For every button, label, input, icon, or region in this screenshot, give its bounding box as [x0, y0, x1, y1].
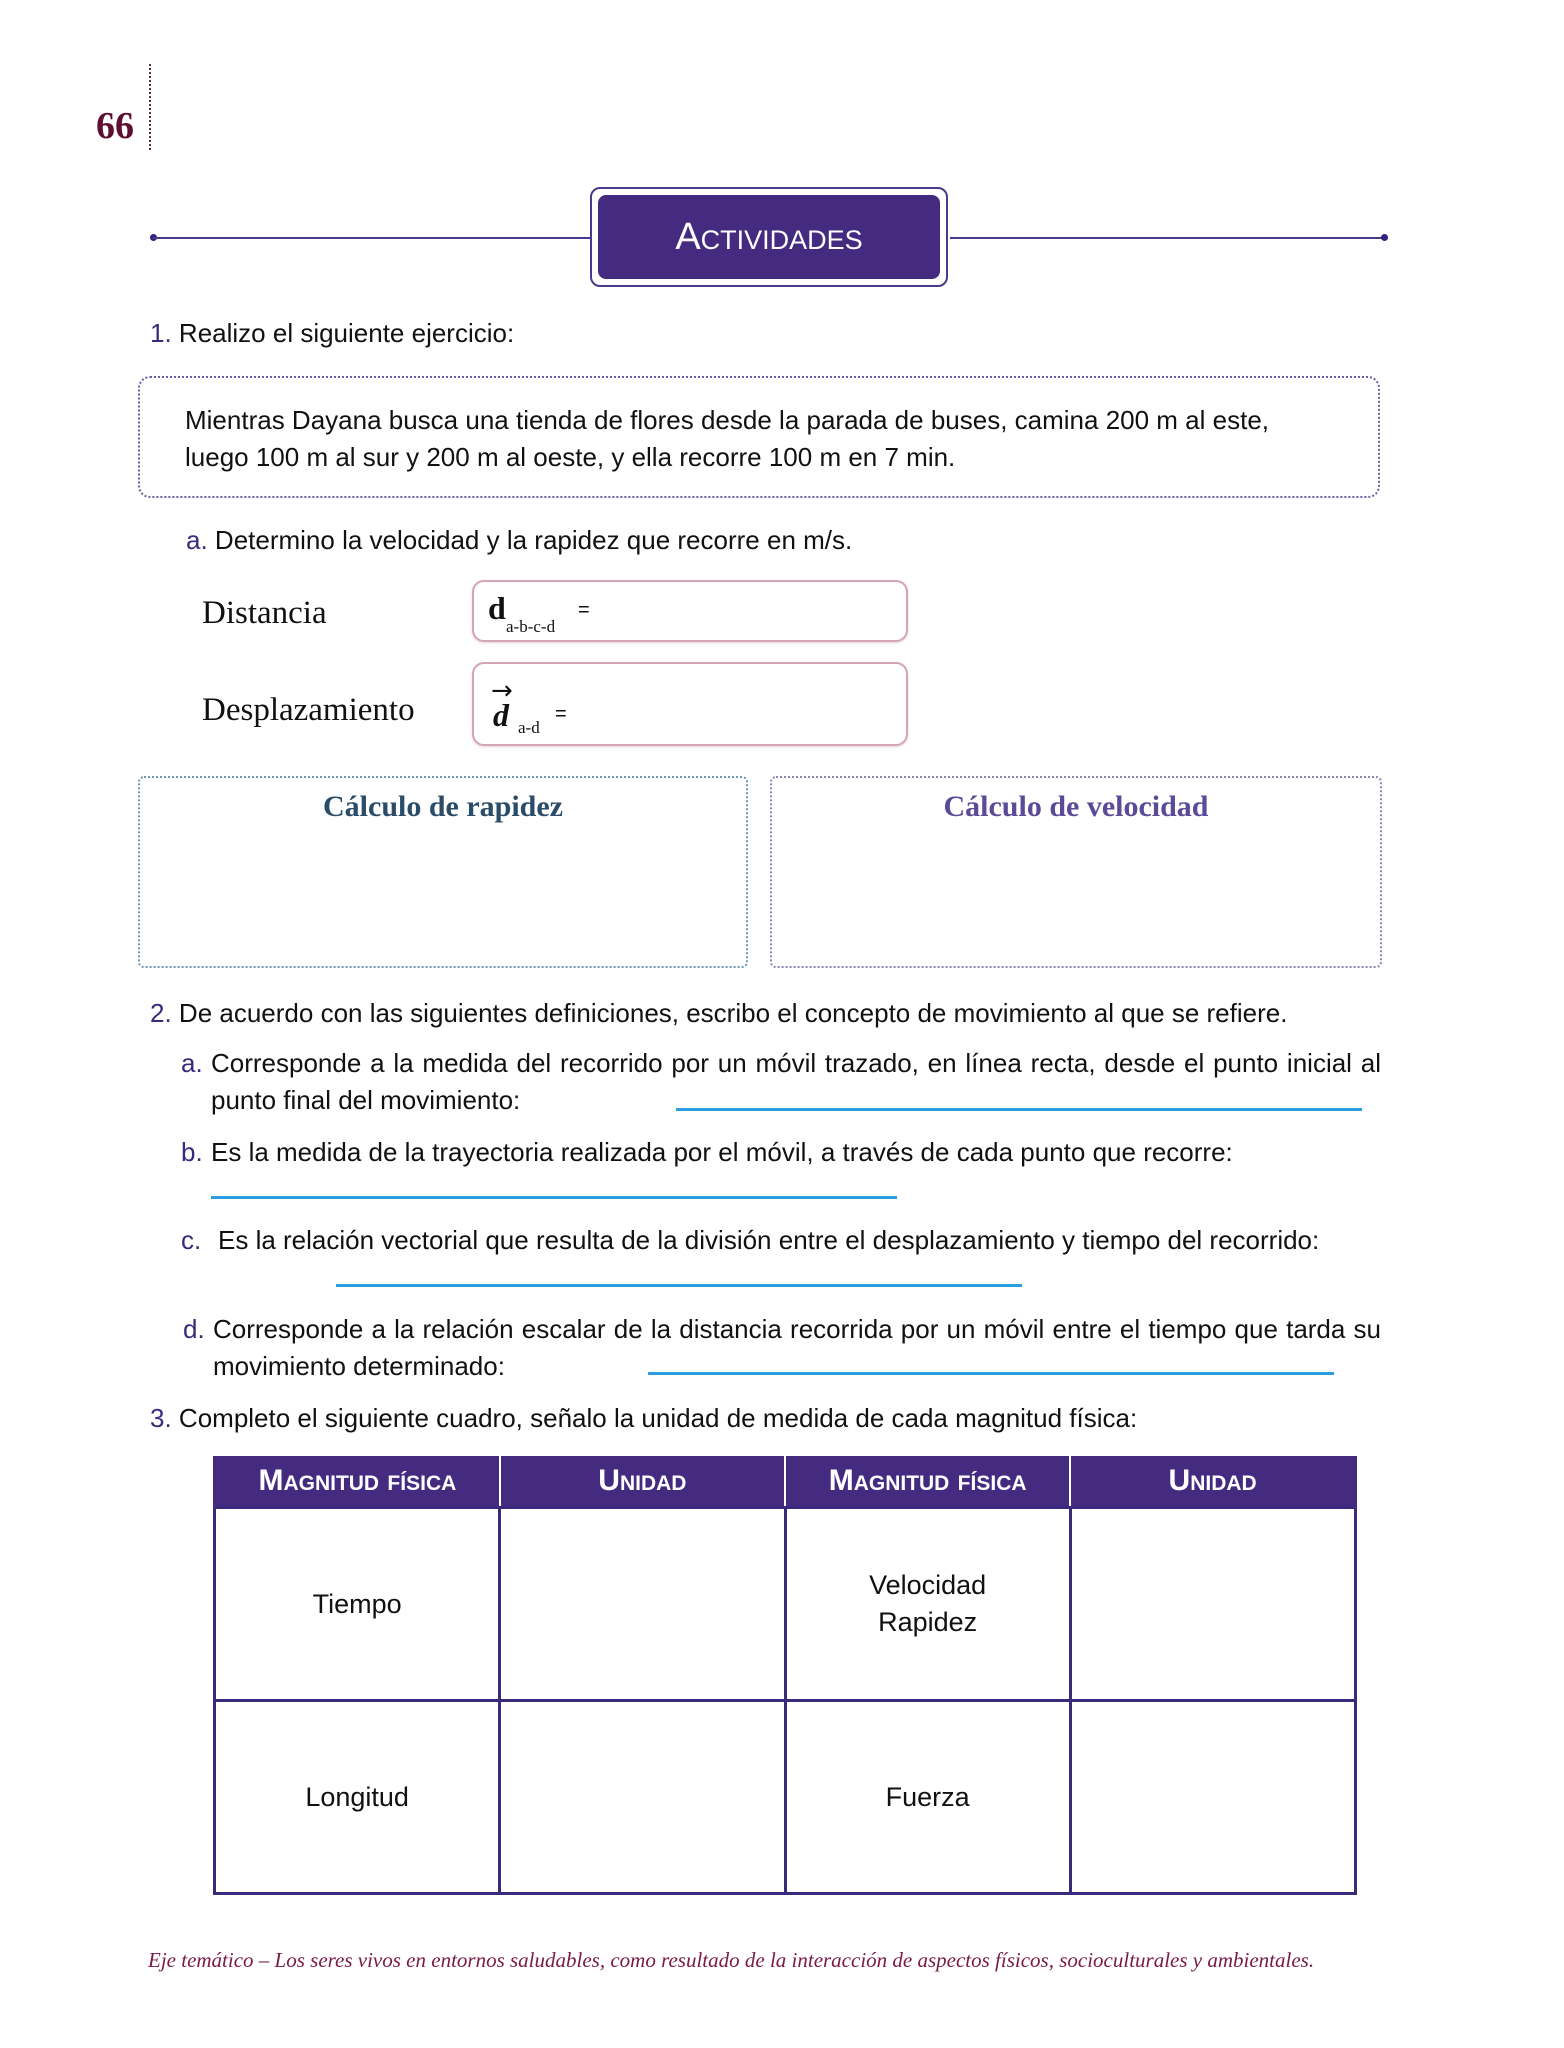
header-rule-right [950, 237, 1386, 239]
problem-line-2: luego 100 m al sur y 200 m al oeste, y ella recorre 100 m en 7 min. [185, 442, 956, 472]
table-row [215, 1508, 1356, 1701]
question-2c [181, 1222, 1381, 1259]
header-unidad: Unidad [500, 1456, 785, 1508]
desplazamiento-equals: = [555, 703, 567, 725]
question-text: Completo el siguiente cuadro, señalo la unidad de medida de cada magnitud física: [178, 1403, 1138, 1433]
item-text: Determino la velocidad y la rapidez que recorre en m/s. [214, 525, 853, 555]
distancia-subscript: a-b-c-d [506, 617, 556, 636]
question-2b [181, 1134, 1381, 1171]
answer-line-2b[interactable] [211, 1196, 897, 1199]
magnitud-line: Velocidad [869, 1570, 987, 1600]
item-letter: c. [181, 1225, 202, 1255]
item-text: Corresponde a la relación escalar de la distancia recorrida por un móvil entre el tiempo que tarda su movimiento determinado: [213, 1314, 1381, 1381]
magnitud-line: Rapidez [878, 1607, 978, 1637]
magnitud-cell: Longitud [215, 1701, 500, 1894]
question-number: 1. [150, 318, 172, 348]
problem-statement [185, 402, 1375, 476]
magnitud-cell: Tiempo [215, 1508, 500, 1701]
table-row [215, 1701, 1356, 1894]
page-number: 66 [96, 105, 134, 147]
question-1-prompt [150, 318, 514, 349]
page-footer: Eje temático – Los seres vivos en entornos saludables, como resultado de la interacción de aspectos físicos, socioculturales y ambientales. [148, 1948, 1315, 1972]
magnitud-cell: Fuerza [785, 1701, 1070, 1894]
page-number-divider [149, 64, 151, 150]
answer-line-2d[interactable] [648, 1372, 1334, 1375]
vector-arrow-icon: → [491, 676, 513, 706]
answer-line-2a[interactable] [676, 1108, 1362, 1111]
calculo-velocidad-title: Cálculo de velocidad [943, 790, 1209, 823]
calculo-rapidez-title: Cálculo de rapidez [323, 790, 563, 823]
unidad-answer-cell[interactable] [1070, 1701, 1355, 1894]
rule-right-end-dot [1381, 234, 1388, 241]
calculo-velocidad-box[interactable] [770, 776, 1382, 968]
problem-line-1: Mientras Dayana busca una tienda de flores desde la parada de buses, camina 200 m al este, [185, 405, 1270, 435]
magnitud-cell [785, 1508, 1070, 1701]
desplazamiento-label: Desplazamiento [202, 692, 415, 728]
calculo-rapidez-box[interactable] [138, 776, 748, 968]
question-number: 3. [150, 1403, 172, 1433]
item-letter: b. [181, 1137, 203, 1167]
question-text: Realizo el siguiente ejercicio: [178, 318, 515, 348]
unidad-answer-cell[interactable] [500, 1701, 785, 1894]
header-unidad: Unidad [1070, 1456, 1355, 1508]
distancia-label: Distancia [202, 595, 327, 631]
desplazamiento-subscript: a-d [518, 718, 540, 737]
item-letter: d. [183, 1314, 205, 1344]
header-magnitud-fisica: Magnitud física [785, 1456, 1070, 1508]
question-2-prompt [150, 998, 1287, 1029]
question-1a [186, 525, 852, 556]
section-banner [598, 195, 940, 279]
question-number: 2. [150, 998, 172, 1028]
unidad-answer-cell[interactable] [1070, 1508, 1355, 1701]
unidad-answer-cell[interactable] [500, 1508, 785, 1701]
table-header-row [215, 1456, 1356, 1508]
section-title: Actividades [675, 215, 863, 258]
answer-line-2c[interactable] [336, 1284, 1022, 1287]
header-magnitud-fisica: Magnitud física [215, 1456, 500, 1508]
item-letter: a. [186, 525, 208, 555]
question-text: De acuerdo con las siguientes definiciones, escribo el concepto de movimiento al que se refiere. [178, 998, 1288, 1028]
item-text: Corresponde a la medida del recorrido por un móvil trazado, en línea recta, desde el punto inicial al punto final del movimiento: [211, 1048, 1381, 1115]
header-rule-left [153, 237, 593, 239]
distancia-equals: = [578, 599, 590, 621]
item-text: Es la relación vectorial que resulta de la división entre el desplazamiento y tiempo del recorrido: [218, 1225, 1320, 1255]
question-3-prompt [150, 1403, 1137, 1434]
units-table [213, 1456, 1357, 1895]
distancia-symbol: d [488, 590, 506, 626]
item-letter: a. [181, 1048, 203, 1078]
desplazamiento-symbol: d [493, 697, 509, 733]
item-text: Es la medida de la trayectoria realizada por el móvil, a través de cada punto que recorre: [211, 1137, 1233, 1167]
